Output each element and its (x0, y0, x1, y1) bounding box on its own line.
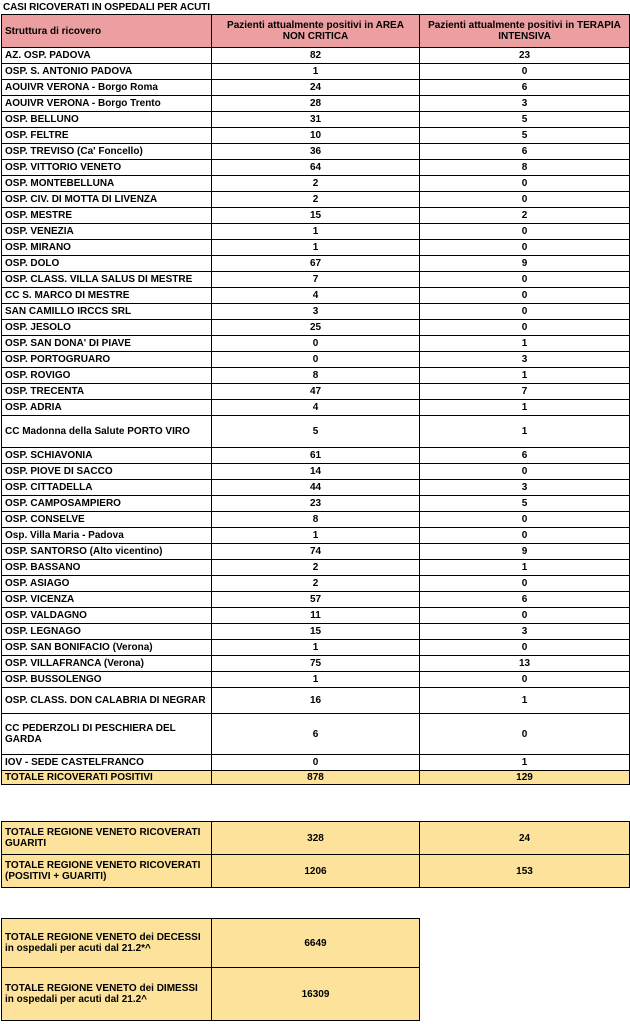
terapia-intensiva-value: 1 (420, 400, 630, 416)
area-non-critica-value: 14 (212, 464, 420, 480)
discharges-value: 16309 (212, 968, 420, 1021)
terapia-intensiva-value: 1 (420, 688, 630, 714)
deaths-row (2, 919, 420, 968)
table-row (2, 688, 630, 714)
terapia-intensiva-value: 3 (420, 96, 630, 112)
area-non-critica-value: 2 (212, 576, 420, 592)
table-row (2, 592, 630, 608)
table-row (2, 112, 630, 128)
terapia-intensiva-value: 0 (420, 464, 630, 480)
terapia-intensiva-value: 1 (420, 336, 630, 352)
table-row (2, 352, 630, 368)
terapia-intensiva-value: 0 (420, 192, 630, 208)
area-non-critica-value: 25 (212, 320, 420, 336)
hospital-name: OSP. ROVIGO (2, 368, 212, 384)
table-row (2, 224, 630, 240)
hospital-name: OSP. PORTOGRUARO (2, 352, 212, 368)
table-row (2, 640, 630, 656)
terapia-intensiva-value: 5 (420, 128, 630, 144)
hospital-name: OSP. FELTRE (2, 128, 212, 144)
hospital-name: OSP. VICENZA (2, 592, 212, 608)
area-non-critica-value: 24 (212, 80, 420, 96)
area-non-critica-value: 82 (212, 48, 420, 64)
hospital-name: OSP. DOLO (2, 256, 212, 272)
table-row (2, 384, 630, 400)
hospital-name: OSP. MESTRE (2, 208, 212, 224)
area-non-critica-value: 31 (212, 112, 420, 128)
area-non-critica-value: 1 (212, 240, 420, 256)
hospital-name: OSP. JESOLO (2, 320, 212, 336)
table-row (2, 64, 630, 80)
table-row (2, 400, 630, 416)
hospital-name: OSP. SANTORSO (Alto vicentino) (2, 544, 212, 560)
summary-ti-value: 24 (420, 822, 630, 855)
table-row (2, 496, 630, 512)
hospital-name: CC S. MARCO DI MESTRE (2, 288, 212, 304)
hospital-name: OSP. VALDAGNO (2, 608, 212, 624)
area-non-critica-value: 47 (212, 384, 420, 400)
area-non-critica-value: 74 (212, 544, 420, 560)
table-row (2, 624, 630, 640)
area-non-critica-value: 5 (212, 416, 420, 448)
hospital-name: OSP. TRECENTA (2, 384, 212, 400)
table-row (2, 320, 630, 336)
hospital-name: OSP. SAN DONA' DI PIAVE (2, 336, 212, 352)
table-row (2, 464, 630, 480)
terapia-intensiva-value: 1 (420, 416, 630, 448)
terapia-intensiva-value: 7 (420, 384, 630, 400)
area-non-critica-value: 16 (212, 688, 420, 714)
terapia-intensiva-value: 9 (420, 544, 630, 560)
hospital-name: OSP. SCHIAVONIA (2, 448, 212, 464)
area-non-critica-value: 2 (212, 192, 420, 208)
table-row (2, 96, 630, 112)
header-struttura: Struttura di ricovero (2, 15, 212, 48)
table-row (2, 528, 630, 544)
hospital-name: OSP. BUSSOLENGO (2, 672, 212, 688)
hospital-name: OSP. MONTEBELLUNA (2, 176, 212, 192)
area-non-critica-value: 3 (212, 304, 420, 320)
terapia-intensiva-value: 1 (420, 368, 630, 384)
area-non-critica-value: 11 (212, 608, 420, 624)
summary-row (2, 855, 630, 888)
hospital-name: OSP. LEGNAGO (2, 624, 212, 640)
summary-area-value: 1206 (212, 855, 420, 888)
hospital-name: OSP. TREVISO (Ca' Foncello) (2, 144, 212, 160)
deaths-value: 6649 (212, 919, 420, 968)
table-row (2, 336, 630, 352)
area-non-critica-value: 61 (212, 448, 420, 464)
hospital-name: AOUIVR VERONA - Borgo Roma (2, 80, 212, 96)
table-row (2, 128, 630, 144)
hospital-name: SAN CAMILLO IRCCS SRL (2, 304, 212, 320)
terapia-intensiva-value: 5 (420, 496, 630, 512)
area-non-critica-value: 2 (212, 560, 420, 576)
table-row (2, 176, 630, 192)
summary-label: TOTALE REGIONE VENETO RICOVERATI GUARITI (2, 822, 212, 855)
area-non-critica-value: 1 (212, 528, 420, 544)
hospital-name: AOUIVR VERONA - Borgo Trento (2, 96, 212, 112)
area-non-critica-value: 1 (212, 672, 420, 688)
terapia-intensiva-value: 3 (420, 624, 630, 640)
table-row (2, 512, 630, 528)
terapia-intensiva-value: 0 (420, 240, 630, 256)
terapia-intensiva-value: 6 (420, 144, 630, 160)
terapia-intensiva-value: 0 (420, 176, 630, 192)
hospital-name: OSP. VENEZIA (2, 224, 212, 240)
terapia-intensiva-value: 3 (420, 352, 630, 368)
summary-area-value: 328 (212, 822, 420, 855)
table-row (2, 544, 630, 560)
terapia-intensiva-value: 6 (420, 592, 630, 608)
table-row (2, 160, 630, 176)
terapia-intensiva-value: 8 (420, 160, 630, 176)
hospital-name: OSP. VITTORIO VENETO (2, 160, 212, 176)
table-row (2, 448, 630, 464)
hospital-name: OSP. PIOVE DI SACCO (2, 464, 212, 480)
terapia-intensiva-value: 0 (420, 714, 630, 755)
deaths-label: TOTALE REGIONE VENETO dei DECESSI in ospedali per acuti dal 21.2*^ (2, 919, 212, 968)
terapia-intensiva-value: 23 (420, 48, 630, 64)
terapia-intensiva-value: 0 (420, 64, 630, 80)
header-terapia-intensiva: Pazienti attualmente positivi in TERAPIA INTENSIVA (420, 15, 630, 48)
table-row (2, 80, 630, 96)
area-non-critica-value: 0 (212, 336, 420, 352)
hospital-name: CC Madonna della Salute PORTO VIRO (2, 416, 212, 448)
hospital-name: OSP. MIRANO (2, 240, 212, 256)
hospital-name: OSP. CONSELVE (2, 512, 212, 528)
hospital-name: CC PEDERZOLI DI PESCHIERA DEL GARDA (2, 714, 212, 755)
terapia-intensiva-value: 6 (420, 448, 630, 464)
terapia-intensiva-value: 0 (420, 512, 630, 528)
terapia-intensiva-value: 1 (420, 560, 630, 576)
area-non-critica-value: 1 (212, 224, 420, 240)
table-row (2, 272, 630, 288)
table-row (2, 416, 630, 448)
summary-table (1, 821, 630, 888)
area-non-critica-value: 15 (212, 208, 420, 224)
hospital-name: OSP. CLASS. DON CALABRIA DI NEGRAR (2, 688, 212, 714)
table-row (2, 144, 630, 160)
hospital-name: OSP. SAN BONIFACIO (Verona) (2, 640, 212, 656)
table-row (2, 288, 630, 304)
terapia-intensiva-value: 0 (420, 224, 630, 240)
terapia-intensiva-value: 1 (420, 755, 630, 771)
hospital-name: Osp. Villa Maria - Padova (2, 528, 212, 544)
area-non-critica-value: 2 (212, 176, 420, 192)
table-row (2, 576, 630, 592)
table-row (2, 755, 630, 771)
hospital-name: OSP. S. ANTONIO PADOVA (2, 64, 212, 80)
total-ti-value: 129 (420, 771, 630, 785)
area-non-critica-value: 44 (212, 480, 420, 496)
table-row (2, 656, 630, 672)
table-row (2, 192, 630, 208)
area-non-critica-value: 8 (212, 512, 420, 528)
table-row (2, 560, 630, 576)
area-non-critica-value: 15 (212, 624, 420, 640)
area-non-critica-value: 1 (212, 64, 420, 80)
total-row (2, 771, 630, 785)
table-row (2, 672, 630, 688)
summary-ti-value: 153 (420, 855, 630, 888)
terapia-intensiva-value: 0 (420, 608, 630, 624)
table-row (2, 304, 630, 320)
area-non-critica-value: 36 (212, 144, 420, 160)
area-non-critica-value: 75 (212, 656, 420, 672)
deaths-discharges-table (1, 918, 420, 1021)
area-non-critica-value: 57 (212, 592, 420, 608)
table-row (2, 608, 630, 624)
hospital-name: OSP. VILLAFRANCA (Verona) (2, 656, 212, 672)
summary-row (2, 822, 630, 855)
terapia-intensiva-value: 0 (420, 640, 630, 656)
area-non-critica-value: 64 (212, 160, 420, 176)
area-non-critica-value: 6 (212, 714, 420, 755)
table-row (2, 208, 630, 224)
hospital-name: OSP. CLASS. VILLA SALUS DI MESTRE (2, 272, 212, 288)
hospital-name: OSP. CIV. DI MOTTA DI LIVENZA (2, 192, 212, 208)
terapia-intensiva-value: 2 (420, 208, 630, 224)
table-row (2, 480, 630, 496)
table-caption: CASI RICOVERATI IN OSPEDALI PER ACUTI (3, 2, 210, 13)
table-row (2, 256, 630, 272)
table-header-row (2, 15, 630, 48)
area-non-critica-value: 67 (212, 256, 420, 272)
terapia-intensiva-value: 0 (420, 320, 630, 336)
total-area-value: 878 (212, 771, 420, 785)
area-non-critica-value: 4 (212, 288, 420, 304)
table-row (2, 240, 630, 256)
hospital-name: AZ. OSP. PADOVA (2, 48, 212, 64)
header-area-non-critica: Pazienti attualmente positivi in AREA NON CRITICA (212, 15, 420, 48)
discharges-label: TOTALE REGIONE VENETO dei DIMESSI in ospedali per acuti dal 21.2^ (2, 968, 212, 1021)
hospital-name: OSP. ASIAGO (2, 576, 212, 592)
summary-label: TOTALE REGIONE VENETO RICOVERATI (POSITIVI + GUARITI) (2, 855, 212, 888)
terapia-intensiva-value: 0 (420, 528, 630, 544)
table-row (2, 48, 630, 64)
area-non-critica-value: 23 (212, 496, 420, 512)
area-non-critica-value: 28 (212, 96, 420, 112)
hospital-name: OSP. CAMPOSAMPIERO (2, 496, 212, 512)
hospital-name: OSP. BELLUNO (2, 112, 212, 128)
discharges-row (2, 968, 420, 1021)
hospital-name: IOV - SEDE CASTELFRANCO (2, 755, 212, 771)
area-non-critica-value: 4 (212, 400, 420, 416)
terapia-intensiva-value: 0 (420, 304, 630, 320)
terapia-intensiva-value: 0 (420, 288, 630, 304)
terapia-intensiva-value: 0 (420, 576, 630, 592)
terapia-intensiva-value: 9 (420, 256, 630, 272)
terapia-intensiva-value: 0 (420, 272, 630, 288)
area-non-critica-value: 7 (212, 272, 420, 288)
terapia-intensiva-value: 5 (420, 112, 630, 128)
terapia-intensiva-value: 13 (420, 656, 630, 672)
hospital-name: OSP. BASSANO (2, 560, 212, 576)
area-non-critica-value: 8 (212, 368, 420, 384)
area-non-critica-value: 10 (212, 128, 420, 144)
area-non-critica-value: 0 (212, 755, 420, 771)
table-row (2, 368, 630, 384)
area-non-critica-value: 0 (212, 352, 420, 368)
table-row (2, 714, 630, 755)
total-label: TOTALE RICOVERATI POSITIVI (2, 771, 212, 785)
hospital-name: OSP. ADRIA (2, 400, 212, 416)
terapia-intensiva-value: 3 (420, 480, 630, 496)
area-non-critica-value: 1 (212, 640, 420, 656)
terapia-intensiva-value: 0 (420, 672, 630, 688)
hospital-name: OSP. CITTADELLA (2, 480, 212, 496)
terapia-intensiva-value: 6 (420, 80, 630, 96)
hospital-cases-table (1, 14, 630, 785)
